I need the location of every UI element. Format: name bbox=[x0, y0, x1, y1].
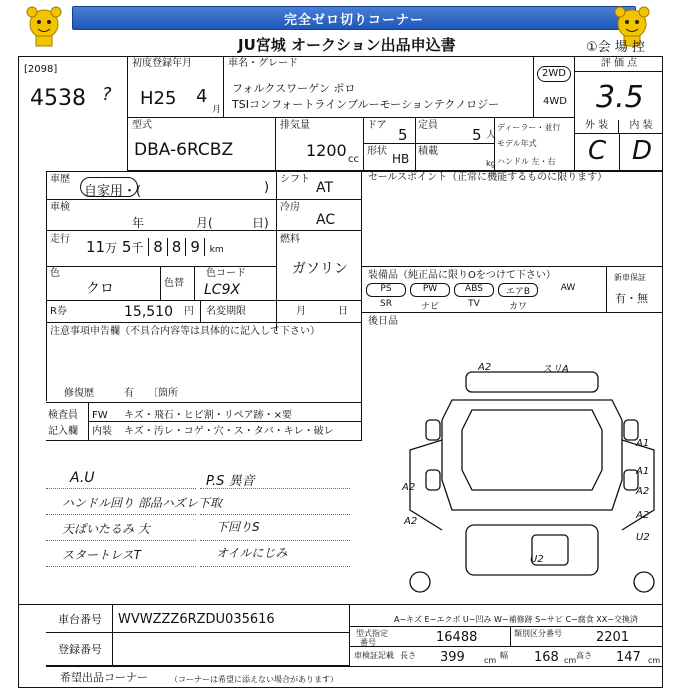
type-label: 型式 bbox=[132, 120, 152, 131]
usage-circle bbox=[80, 177, 138, 197]
name-change-month: 月 bbox=[296, 306, 306, 317]
color-code-label: 色コード bbox=[206, 268, 246, 279]
capacity-unit: 人 bbox=[486, 130, 496, 141]
equip-tv: TV bbox=[468, 299, 480, 309]
load-unit: kg bbox=[486, 159, 496, 168]
damage-mark-a1-right: A1 bbox=[636, 438, 650, 449]
name-change-label: 名変期限 bbox=[206, 306, 246, 317]
lot-code: [2098] bbox=[24, 64, 58, 75]
equip-abs: ABS bbox=[454, 283, 494, 297]
height-unit: cm bbox=[648, 656, 661, 665]
inspection-month: 月( bbox=[196, 216, 213, 230]
model-label: 車名・グレード bbox=[228, 58, 298, 69]
fw-label: FW bbox=[92, 410, 108, 421]
fuel-label: 燃料 bbox=[280, 234, 300, 245]
registration-year: H25 bbox=[140, 88, 177, 109]
remark-left-3: 天ぱいたるみ 大 bbox=[62, 522, 150, 536]
damage-mark-a2-left: A2 bbox=[402, 482, 416, 493]
chassis-label: 車台番号 bbox=[58, 613, 102, 626]
color-value: クロ bbox=[86, 281, 114, 297]
height-value: 147 bbox=[616, 650, 641, 665]
doors-value: 5 bbox=[398, 126, 408, 144]
damage-mark-suria: スリA bbox=[542, 364, 569, 375]
inspection-day: 日) bbox=[252, 216, 269, 230]
auction-title: JU宮城 オークション出品申込書 bbox=[238, 36, 456, 54]
chassis-value: WVWZZZ6RZDU035616 bbox=[118, 612, 275, 627]
model-year-label: モデル年式 bbox=[497, 139, 537, 148]
inspector-label-2: 記入欄 bbox=[48, 426, 78, 437]
class-code-label: 類別区分番号 bbox=[514, 629, 562, 638]
remark-right-3: オイルにじみ bbox=[216, 546, 288, 560]
type-code-value: 16488 bbox=[436, 630, 478, 645]
type-code-label-2: 番号 bbox=[360, 638, 376, 647]
mileage-d5: 9 bbox=[185, 238, 205, 256]
inspector-label-1: 検査員 bbox=[48, 410, 78, 421]
equip-navi: ナビ bbox=[420, 302, 439, 312]
damage-mark-a2-right: A2 bbox=[636, 486, 650, 497]
color-label: 色 bbox=[50, 268, 60, 279]
equip-sr: SR bbox=[380, 299, 392, 309]
score-value: 3.5 bbox=[596, 80, 644, 115]
type-code-label-1: 型式指定 bbox=[356, 629, 388, 638]
score-label: 評 価 点 bbox=[575, 58, 663, 72]
damage-mark-a1-right-2: A1 bbox=[636, 466, 650, 477]
registration-label: 初度登録年月 bbox=[132, 58, 192, 69]
remark-right-1: P.S 異音 bbox=[206, 474, 255, 489]
request-corner-note: （コーナーは希望に添えない場合があります） bbox=[170, 675, 338, 684]
height-label: 高さ bbox=[576, 651, 592, 660]
ac-value: AC bbox=[316, 212, 336, 228]
remark-left-4: スタートレスT bbox=[62, 548, 141, 562]
equipment-row1 bbox=[366, 283, 602, 297]
load-label: 積載 bbox=[418, 146, 438, 157]
equip-leather: カワ bbox=[508, 302, 527, 312]
mileage-u2: 千 bbox=[131, 241, 144, 255]
fw-items: キズ・飛石・ヒビ割・リペア跡・×要 bbox=[124, 410, 292, 421]
equip-ps: PS bbox=[366, 283, 406, 297]
color-code-value: LC9X bbox=[204, 282, 241, 298]
damage-mark-a2-left-2: A2 bbox=[404, 516, 418, 527]
interior-label: 内装 bbox=[92, 426, 112, 437]
capacity-label: 定員 bbox=[418, 120, 438, 131]
mascot-left-icon bbox=[22, 4, 66, 48]
displacement-value: 1200 bbox=[306, 141, 347, 160]
width-label: 幅 bbox=[500, 651, 508, 660]
remark-left-1: A.U bbox=[70, 470, 95, 486]
displacement-unit: cc bbox=[348, 154, 359, 165]
usage-close: ) bbox=[264, 180, 270, 195]
equip-pw: PW bbox=[410, 283, 450, 297]
mileage-d2: 5 bbox=[121, 238, 132, 256]
doors-label: ドア bbox=[367, 120, 387, 131]
new-car-warranty-value: 有・無 bbox=[615, 292, 648, 305]
repair-label: 修復歴 bbox=[64, 388, 94, 399]
damage-legend: A−キズ E−エクボ U−凹み W−補修跡 S−サビ C−腐食 XX−交換済 bbox=[394, 615, 638, 624]
recycle-unit: 円 bbox=[184, 306, 194, 317]
mileage-d4: 8 bbox=[167, 238, 186, 256]
width-unit: cm bbox=[564, 656, 577, 665]
new-car-warranty-label: 新車保証 bbox=[614, 273, 646, 282]
damage-mark-u2-right: U2 bbox=[636, 532, 650, 543]
drive-4wd: 4WD bbox=[543, 96, 567, 107]
ext-label: 外 装 bbox=[575, 120, 619, 134]
int-label: 内 装 bbox=[619, 120, 663, 134]
mileage-digits bbox=[86, 238, 224, 256]
interior-items: キズ・汚レ・コゲ・穴・ス・タバ・キレ・破レ bbox=[124, 426, 334, 437]
shape-label: 形状 bbox=[367, 146, 387, 157]
usage-label: 車歴 bbox=[50, 174, 70, 185]
lot-suffix: ? bbox=[102, 84, 112, 105]
shape-value: HB bbox=[392, 152, 410, 166]
inspection-label: 車検 bbox=[50, 202, 70, 213]
class-code-value: 2201 bbox=[596, 630, 630, 645]
rear-seat-label: 後日品 bbox=[368, 316, 398, 327]
mileage-unit: km bbox=[209, 245, 224, 255]
selling-points-label: セールスポイント（正常に機能するものに限ります） bbox=[368, 172, 608, 183]
mileage-d3: 8 bbox=[148, 238, 167, 256]
name-change-day: 日 bbox=[338, 306, 348, 317]
corner-banner: 完全ゼロ切りコーナー bbox=[72, 6, 636, 30]
displacement-label: 排気量 bbox=[280, 120, 310, 131]
recycle-value: 15,510 bbox=[124, 304, 173, 320]
dealer-label: ディーラー・並行 bbox=[497, 123, 561, 132]
model-name: フォルクスワーゲン ポロ bbox=[232, 82, 356, 95]
capacity-value: 5 bbox=[472, 126, 482, 144]
color-no-label: 色替 bbox=[164, 278, 184, 289]
mileage-d1: 11 bbox=[86, 238, 106, 256]
remark-left-2: ハンドル回り 部品ハズレ下取 bbox=[62, 496, 222, 510]
length-unit: cm bbox=[484, 656, 497, 665]
handle-label: ハンドル 左・右 bbox=[497, 157, 556, 166]
type-value: DBA-6RCBZ bbox=[134, 140, 234, 160]
ac-label: 冷房 bbox=[280, 202, 300, 213]
registration-month: 4 bbox=[196, 86, 208, 107]
damage-mark-a2-right-2: A2 bbox=[636, 510, 650, 521]
mileage-label: 走行 bbox=[50, 234, 70, 245]
usage-value: 自家用・( bbox=[84, 184, 142, 199]
repair-value: 有 bbox=[124, 388, 134, 399]
shift-label: シフト bbox=[280, 174, 310, 185]
recycle-label: R券 bbox=[50, 306, 67, 317]
request-corner-label: 希望出品コーナー bbox=[60, 671, 148, 684]
equip-airbag: エアB bbox=[498, 283, 538, 297]
dimensions-label: 車検証記載 bbox=[354, 651, 394, 660]
venue-copy: ①会 場 控 bbox=[586, 40, 645, 55]
drive-2wd: 2WD bbox=[537, 66, 571, 82]
notice-label: 注意事項申告欄（不具合内容等は具体的に記入して下さい） bbox=[50, 326, 320, 337]
int-value: D bbox=[632, 136, 653, 166]
width-value: 168 bbox=[534, 650, 559, 665]
length-value: 399 bbox=[440, 650, 465, 665]
ext-value: C bbox=[588, 136, 607, 166]
equip-aw: AW bbox=[560, 283, 576, 293]
length-label: 長さ bbox=[400, 651, 416, 660]
repair-place: 〔箇所 bbox=[148, 388, 178, 399]
registration-month-unit: 月 bbox=[212, 105, 222, 115]
fuel-value: ガソリン bbox=[292, 261, 348, 277]
remark-right-2: 下回りS bbox=[216, 520, 260, 534]
model-grade: TSIコンフォートラインブルーモーションテクノロジー bbox=[232, 98, 500, 111]
shift-value: AT bbox=[316, 180, 334, 196]
damage-mark-u2-rear: U2 bbox=[530, 554, 544, 565]
equipment-label: 装備品（純正品に限りOをつけて下さい） bbox=[368, 270, 556, 281]
lot-number: 4538 bbox=[30, 86, 86, 111]
car-damage-diagram bbox=[402, 360, 662, 600]
mileage-u1: 万 bbox=[105, 241, 118, 255]
reg-number-label: 登録番号 bbox=[58, 643, 102, 656]
equipment-row2 bbox=[366, 299, 602, 312]
inspection-year: 年 bbox=[132, 216, 145, 230]
damage-mark-a2-top: A2 bbox=[478, 362, 492, 373]
